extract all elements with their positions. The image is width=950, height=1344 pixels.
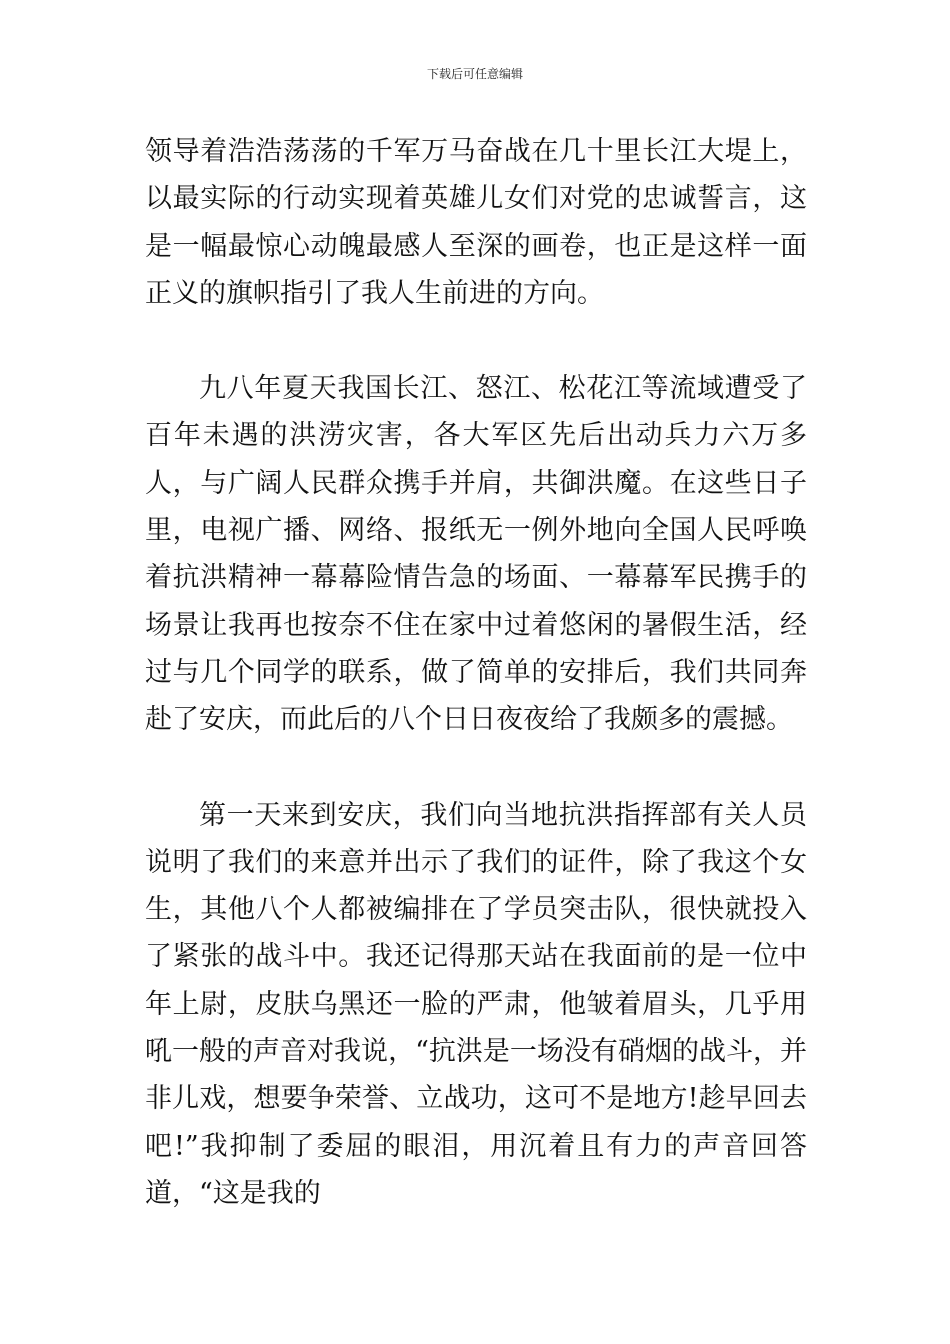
paragraph-2: 九八年夏天我国长江、怒江、松花江等流域遭受了百年未遇的洪涝灾害，各大军区先后出动兵力六万多人，与广阔人民群众携手并肩，共御洪魔。在这些日子里，电视广播、网络、报纸无一例外地向全国人民呼唤着抗洪精神一幕幕险情告急的场面、一幕幕军民携手的场景让我再也按奈不住在家中过着悠闲的暑假生活，经过与几个同学的联系，做了简单的安排后，我们共同奔赴了安庆，而此后的八个日日夜夜给了我颇多的震撼。: [145, 373, 807, 736]
download-note: 下载后可任意编辑: [426, 67, 523, 81]
paragraph-1: 领导着浩浩荡荡的千军万马奋战在几十里长江大堤上，以最实际的行动实现着英雄儿女们对党的忠诚誓言，这是一幅最惊心动魄最感人至深的画卷，也正是这样一面正义的旗帜指引了我人生前进的方向。: [145, 136, 807, 309]
document-body: [145, 128, 807, 1217]
paragraph-3: 第一天来到安庆，我们向当地抗洪指挥部有关人员说明了我们的来意并出示了我们的证件，除了我这个女生，其他八个人都被编排在了学员突击队，很快就投入了紧张的战斗中。我还记得那天站在我面前的是一位中年上尉，皮肤乌黑还一脸的严肃，他皱着眉头，几乎用吼一般的声音对我说，“抗洪是一场没有硝烟的战斗，并非儿戏，想要争荣誉、立战功，这可不是地方!趁早回去吧!”我抑制了委屈的眼泪，用沉着且有力的声音回答道，“这是我的: [145, 799, 807, 1209]
